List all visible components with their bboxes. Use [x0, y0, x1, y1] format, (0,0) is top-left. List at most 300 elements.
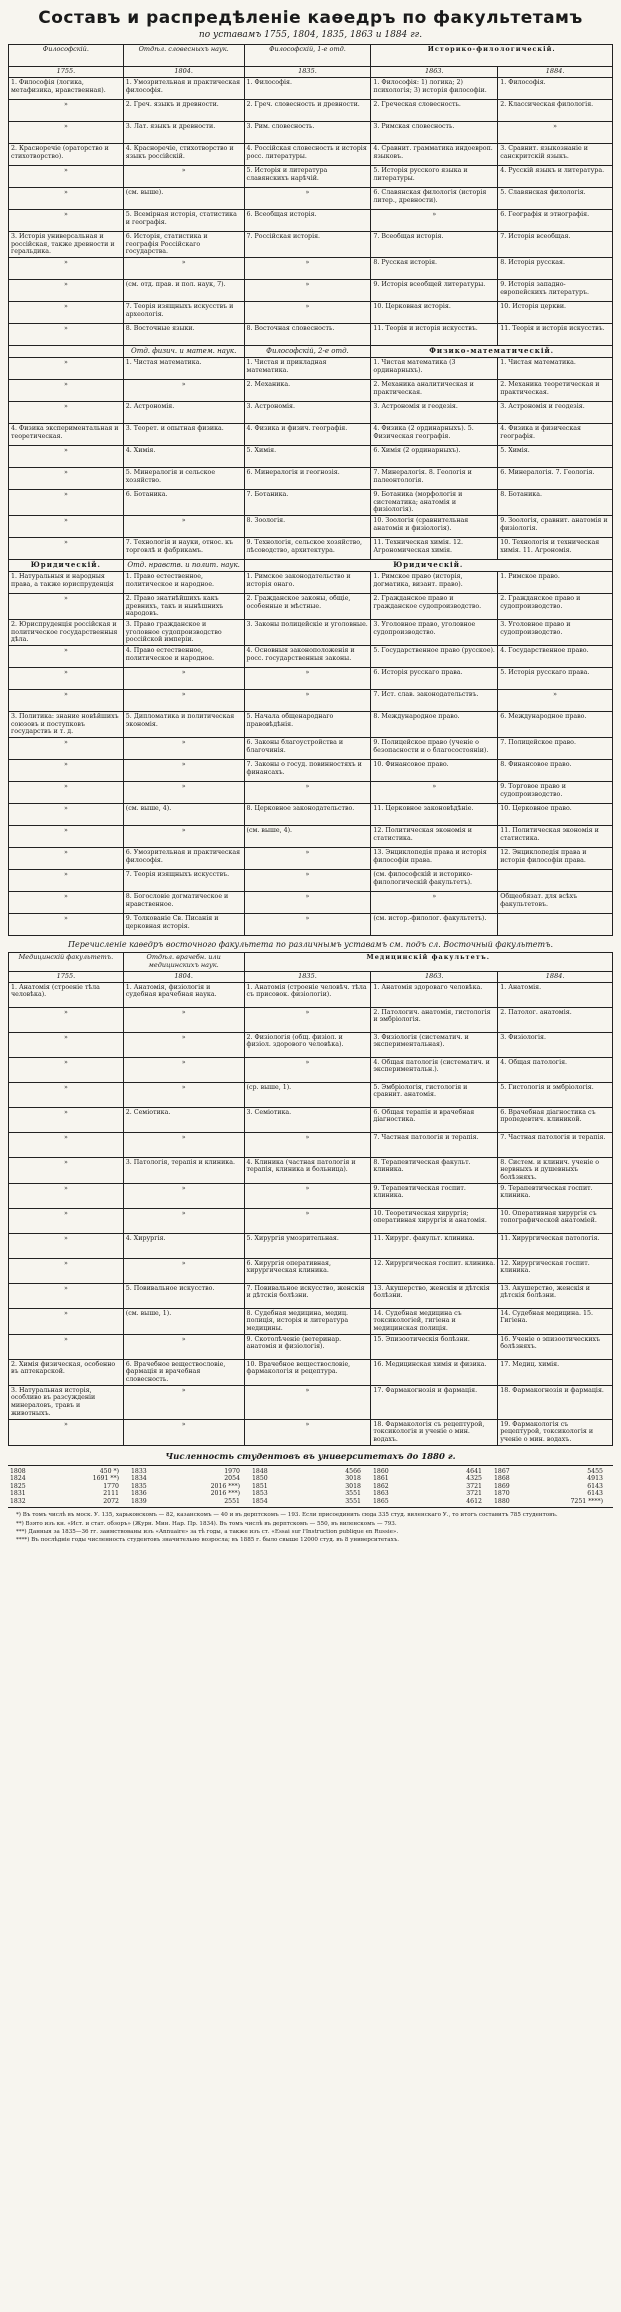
table2-header-row	[9, 953, 613, 972]
table-cell: »	[9, 593, 124, 619]
table-cell: 8. Судебная медицина, медиц. полиція, исторія и литература медицины.	[244, 1308, 371, 1334]
table-cell: »	[9, 467, 124, 489]
students-year: 1808	[10, 1467, 26, 1475]
table-cell: »	[244, 892, 371, 914]
table-cell: 1. Чистая математика.	[123, 357, 244, 379]
table-cell: »	[9, 537, 124, 559]
students-count: 2054	[224, 1475, 240, 1483]
table-cell: 3. Астрономія и геодезія.	[498, 401, 613, 423]
table-cell: 1. Анатомія, физіологія и судебная врачебная наука.	[123, 982, 244, 1007]
table-cell: 1. Анатомія здороваго человѣка.	[371, 982, 498, 1007]
table-cell: »	[123, 1258, 244, 1283]
table-row	[9, 782, 613, 804]
table-cell: (см. выше, 1).	[123, 1308, 244, 1334]
table-cell: 2. Патолог. анатомія.	[498, 1007, 613, 1032]
table-cell: 6. Всеобщая исторія.	[244, 209, 371, 231]
table-cell: »	[244, 782, 371, 804]
table-cell: »	[123, 515, 244, 537]
table-row	[9, 826, 613, 848]
table-row	[9, 301, 613, 323]
table-cell: »	[123, 1132, 244, 1157]
table-cell: 10. Оперативная хирургія съ топографической анатоміей.	[498, 1208, 613, 1233]
table-cell: »	[244, 689, 371, 711]
table-cell: 10. Церковное право.	[498, 804, 613, 826]
table-row	[9, 1334, 613, 1359]
table-cell: 3. Астрономія.	[244, 401, 371, 423]
table-cell: 9. Исторія западно-европейскихъ литературъ.	[498, 279, 613, 301]
students-year: 1868	[494, 1475, 510, 1483]
table-cell: 8. Зоологія.	[244, 515, 371, 537]
table-cell: »	[244, 187, 371, 209]
table-cell: 3. Натуральная исторія, особливо въ разсужденіи минераловъ, травъ и животныхъ.	[9, 1385, 124, 1419]
students-count: 4325	[466, 1475, 482, 1483]
sec2-left: Отд. физич. и матем. наук.	[123, 345, 244, 357]
students-year: 1848	[252, 1467, 268, 1475]
table-row	[9, 1258, 613, 1283]
table-row	[9, 1308, 613, 1334]
sec3-right: Юридическій.	[244, 559, 612, 571]
table-cell: »	[9, 738, 124, 760]
table-cell: 7. Исторія всеобщая.	[498, 231, 613, 257]
table-cell: 2. Физіологія (общ. физіол. и физіол. здорового человѣка).	[244, 1032, 371, 1057]
table-cell: 11. Теорія и исторія искусствъ.	[371, 323, 498, 345]
table-cell: 6. Общая терапія и врачебная діагностика.	[371, 1107, 498, 1132]
table-cell: »	[123, 165, 244, 187]
table-cell: 5. Хирургія умозрительная.	[244, 1233, 371, 1258]
table-row	[9, 667, 613, 689]
table-cell: »	[9, 1157, 124, 1183]
table-cell: 18. Фармакологія съ рецептурой, токсикологія и ученіе о мин. водахъ.	[371, 1419, 498, 1445]
table-cell: »	[9, 1183, 124, 1208]
students-count: 450 *)	[99, 1467, 119, 1475]
table-cell: 6. Хирургія оперативная, хирургическая клиника.	[244, 1258, 371, 1283]
table-cell: »	[123, 826, 244, 848]
table-cell: »	[9, 1308, 124, 1334]
table-cell: 2. Патологич. анатомія, гистологія и эмбріологія.	[371, 1007, 498, 1032]
table-row	[9, 423, 613, 445]
header-hist: Историко-филологическій.	[371, 45, 613, 67]
table-row	[9, 1032, 613, 1057]
page-subtitle: по уставамъ 1755, 1804, 1835, 1863 и 1884 гг.	[198, 30, 423, 40]
table-cell: 6. Исторія, статистика и географія Россійскаго государства.	[123, 231, 244, 257]
table-cell: 19. Фармакологія съ рецептурой, токсикологія и ученіе о мин. водахъ.	[498, 1419, 613, 1445]
header-faculty: Философскій.	[9, 45, 124, 67]
table-row	[9, 357, 613, 379]
table-cell: 3. Теорет. и опытная физика.	[123, 423, 244, 445]
table-cell: 8. Русская исторія.	[371, 257, 498, 279]
table-row	[9, 914, 613, 936]
table-cell: »	[9, 301, 124, 323]
students-year: 1850	[252, 1475, 268, 1483]
table-cell: 9. Торговое право и судопроизводство.	[498, 782, 613, 804]
students-count: 4913	[587, 1475, 603, 1483]
table-row	[9, 738, 613, 760]
table-row	[9, 379, 613, 401]
table-cell: »	[123, 760, 244, 782]
table-cell: 4. Физика (2 ординарныхъ). 5. Физическая географія.	[371, 423, 498, 445]
table-cell: 4. Сравнит. грамматика индоевроп. языковъ.	[371, 143, 498, 165]
table-cell: 2. Механика.	[244, 379, 371, 401]
table-cell: »	[123, 257, 244, 279]
table-cell: »	[9, 279, 124, 301]
table-cell: 8. Богословіе догматическое и нравственное.	[123, 892, 244, 914]
table-cell: »	[244, 1057, 371, 1082]
table-row	[9, 1007, 613, 1032]
footnote: *) Въ томъ числѣ въ моск. У. 135, харьковскомъ — 82, казанскомъ — 40 и въ дерптскомъ — 193. Если присоединить сюда 335 студ. виленскаго У., то итогъ составитъ 785 студентовъ.	[16, 1512, 558, 1519]
table-cell: »	[123, 1183, 244, 1208]
students-count: 3551	[345, 1490, 361, 1498]
table-cell: »	[9, 848, 124, 870]
table-cell: 6. Врачебная діагностика съ пропедевтич. клиникой.	[498, 1107, 613, 1132]
students-count: 3018	[345, 1475, 361, 1483]
table-cell: 6. Географія и этнографія.	[498, 209, 613, 231]
table-cell: 3. Законы полицейскіе и уголовные.	[244, 619, 371, 645]
table-cell: 4. Хирургія.	[123, 1233, 244, 1258]
table-cell: 7. Всеобщая исторія.	[371, 231, 498, 257]
table-cell: »	[123, 1419, 244, 1445]
table-row	[9, 1082, 613, 1107]
table-cell: 4. Русскій языкъ и литература.	[498, 165, 613, 187]
table-cell: 7. Частная патологія и терапія.	[498, 1132, 613, 1157]
year-1863: 1863.	[371, 67, 498, 78]
header2-verbal: Отдѣл. врачебн. или медицинскихъ наук.	[123, 953, 244, 972]
table-row	[9, 619, 613, 645]
table-cell: 13. Энциклопедія права и исторія философіи права.	[371, 848, 498, 870]
table-cell: (см. истор.-филолог. факультетъ).	[371, 914, 498, 936]
year-1804: 1804.	[123, 67, 244, 78]
table-cell: »	[9, 667, 124, 689]
footnote: ***) Данныя за 1835—36 гг. заимствованы изъ «Annuaire» за тѣ годы, а также изъ ст. «Essai sur l'Instruction publique en Russie».	[16, 1528, 399, 1535]
students-year: 1824	[10, 1475, 26, 1483]
table-cell: 3. Политика: знание новѣйшихъ союзовъ и поступковъ государствъ и т. д.	[9, 711, 124, 737]
table-cell: 4. Общая патологія.	[498, 1057, 613, 1082]
table-cell: 12. Энциклопедія права и исторія философіи права.	[498, 848, 613, 870]
students-row	[8, 1475, 613, 1483]
table-cell: 4. Государственное право.	[498, 645, 613, 667]
table-cell: »	[244, 914, 371, 936]
table-cell: 9. Зоологія, сравнит. анатомія и физіологія.	[498, 515, 613, 537]
table-cell: 1. Чистая и прикладная математика.	[244, 357, 371, 379]
table-cell: 10. Врачебное веществословіе, фармакологія и рецептура.	[244, 1359, 371, 1385]
table-cell: 17. Фармакогнозія и фармація.	[371, 1385, 498, 1419]
table-cell: »	[9, 1419, 124, 1445]
table-cell: »	[123, 738, 244, 760]
sec2-right: Физико-математическій.	[371, 345, 613, 357]
table-cell: 16. Медицинская химія и физика.	[371, 1359, 498, 1385]
table-row	[9, 645, 613, 667]
table-cell: »	[9, 1082, 124, 1107]
year-1884: 1884.	[498, 67, 613, 78]
students-count: 3551	[345, 1497, 361, 1505]
table-row	[9, 187, 613, 209]
page-title: Составъ и распредѣленіе каѳедръ по факультетамъ	[38, 8, 583, 28]
table-cell: 5. Дипломатика и политическая экономія.	[123, 711, 244, 737]
table-philosophy-law	[8, 44, 613, 936]
table-row	[9, 445, 613, 467]
table-cell: »	[9, 804, 124, 826]
table-row	[9, 804, 613, 826]
table-cell: 8. Международное право.	[371, 711, 498, 737]
table-cell: »	[244, 1419, 371, 1445]
section-header-law	[9, 559, 613, 571]
table-cell: 5. Повивальное искусство.	[123, 1283, 244, 1308]
table-row	[9, 231, 613, 257]
students-row	[8, 1468, 613, 1476]
table-cell: 1. Философія.	[244, 77, 371, 99]
table-cell: 3. Сравнит. языкознаніе и санскритскій языкъ.	[498, 143, 613, 165]
table-cell: 4. Физика и физическая географія.	[498, 423, 613, 445]
table-cell: 4. Физика экспериментальная и теоретическая.	[9, 423, 124, 445]
table-cell: 6. Исторія русскаго права.	[371, 667, 498, 689]
table-cell: 6. Умозрительная и практическая философія.	[123, 848, 244, 870]
table-row	[9, 121, 613, 143]
students-year: 1851	[252, 1482, 268, 1490]
table-cell: 9. Технологія, сельское хозяйство, лѣсоводство, архитектура.	[244, 537, 371, 559]
header-verbal: Отдѣл. словесныхъ наук.	[123, 45, 244, 67]
table-cell: 11. Теорія и исторія искусствъ.	[498, 323, 613, 345]
header-phil1: Философскій, 1-е отд.	[244, 45, 371, 67]
table-cell: 7. Теорія изящныхъ искусствъ.	[123, 870, 244, 892]
table-cell: (см. выше, 4).	[123, 804, 244, 826]
table-cell: 10. Финансовое право.	[371, 760, 498, 782]
students-year: 1860	[373, 1467, 389, 1475]
table-cell: (см. выше).	[123, 187, 244, 209]
table-cell: 6. Врачебное веществословіе, фармація и врачебная словесность.	[123, 1359, 244, 1385]
sec2-mid: Философскій, 2-е отд.	[244, 345, 371, 357]
table-cell: 6. Ботаника.	[123, 489, 244, 515]
table-cell: 3. Лат. языкъ и древности.	[123, 121, 244, 143]
divider	[8, 1507, 613, 1508]
table-cell: 9. Скотолѣченіе (ветеринар. анатомія и физіологія).	[244, 1334, 371, 1359]
table-cell: 1. Римское право.	[498, 571, 613, 593]
table-cell: 2. Классическая филологія.	[498, 99, 613, 121]
footnote: ****) Въ послѣдніе годы численность студентовъ значительно возросла; въ 1885 г. было свыше 12000 студ. въ 8 университетахъ.	[16, 1537, 400, 1544]
table-cell: »	[9, 1107, 124, 1132]
year-1835: 1835.	[244, 67, 371, 78]
table-cell: 18. Фармакогнозія и фармація.	[498, 1385, 613, 1419]
year-1755: 1755.	[9, 67, 124, 78]
table-row	[9, 323, 613, 345]
table-cell: »	[123, 1032, 244, 1057]
students-count: 4566	[345, 1467, 361, 1475]
table-cell: 1. Анатомія (строеніе тѣла человѣка).	[9, 982, 124, 1007]
table-cell: 7. Теорія изящныхъ искусствъ и археологія.	[123, 301, 244, 323]
table-cell: »	[9, 209, 124, 231]
table-cell: »	[244, 1183, 371, 1208]
students-year: 1863	[373, 1490, 389, 1498]
table-cell: »	[9, 914, 124, 936]
table-cell: 4. Физика и физич. географія.	[244, 423, 371, 445]
table-cell: »	[371, 892, 498, 914]
table-cell: 2. Красноречіе (ораторство и стихотворство).	[9, 143, 124, 165]
table-cell: 9. Толкованіе Св. Писанія и церковная исторія.	[123, 914, 244, 936]
students-year: 1831	[10, 1490, 26, 1498]
table-row	[9, 1183, 613, 1208]
table-cell: »	[9, 257, 124, 279]
students-row	[8, 1490, 613, 1498]
table-cell: 8. Систем. и клинич. ученіе о нервныхъ и душевныхъ болѣзняхъ.	[498, 1157, 613, 1183]
table-cell: »	[9, 165, 124, 187]
table-cell: (см. философскій и историко-филологическій факультетъ).	[371, 870, 498, 892]
table-cell: 11. Хирургическая патологія.	[498, 1233, 613, 1258]
table-cell: 1. Римское право (исторія, догматика, визант. право).	[371, 571, 498, 593]
table-row	[9, 489, 613, 515]
table-row	[9, 982, 613, 1007]
students-count: 4612	[466, 1497, 482, 1505]
students-year: 1870	[494, 1490, 510, 1498]
table-cell: 2. Семіотика.	[123, 1107, 244, 1132]
table-cell: 15. Эпизоотическія болѣзни.	[371, 1334, 498, 1359]
table-cell: 8. Восточные языки.	[123, 323, 244, 345]
table-cell: 9. Полицейское право (ученіе о безопасности и о благосостояніи).	[371, 738, 498, 760]
students-year: 1854	[252, 1497, 268, 1505]
table-cell: 2. Греч. словесность и древности.	[244, 99, 371, 121]
table-cell: 5. Минералогія и сельское хозяйство.	[123, 467, 244, 489]
students-count: 3721	[466, 1490, 482, 1498]
table-cell: »	[123, 1007, 244, 1032]
table-cell: »	[244, 279, 371, 301]
table-cell: »	[9, 515, 124, 537]
table-cell: »	[9, 892, 124, 914]
year2-1863: 1863.	[371, 971, 498, 982]
table-cell: »	[9, 1334, 124, 1359]
table-cell: 3. Рим. словесность.	[244, 121, 371, 143]
table-cell: (см. выше, 4).	[244, 826, 371, 848]
table-cell: »	[244, 1132, 371, 1157]
table-cell: »	[244, 1007, 371, 1032]
table-cell: 1. Чистая математика.	[498, 357, 613, 379]
table-cell: 4. Химія.	[123, 445, 244, 467]
table-cell: 3. Физіологія (систематич. и экспериментальная).	[371, 1032, 498, 1057]
table-cell: 2. Гражданское право и гражданское судопроизводство.	[371, 593, 498, 619]
table-cell: »	[244, 257, 371, 279]
table-cell: 4. Клиника (частная патологія и терапія, клиника и больница).	[244, 1157, 371, 1183]
table-row	[9, 99, 613, 121]
table-cell: 3. Римская словесность.	[371, 121, 498, 143]
sec3-mid: Отд. нравств. и полит. наук.	[123, 559, 244, 571]
table-row	[9, 892, 613, 914]
table-cell: 1. Натуральныя и народныя права, а также юриспруденція	[9, 571, 124, 593]
table-cell: 9. Терапевтическая госпит. клиника.	[371, 1183, 498, 1208]
students-year: 1825	[10, 1482, 26, 1490]
table-cell: »	[9, 1132, 124, 1157]
table-cell: 12. Хирургическая госпит. клиника.	[498, 1258, 613, 1283]
table-cell: Общеобязат. для всѣхъ факультетовъ.	[498, 892, 613, 914]
table-cell: 2. Гражданское право и судопроизводство.	[498, 593, 613, 619]
table-cell: 14. Судебная медицина съ токсикологіей, гигіена и медицинская полиція.	[371, 1308, 498, 1334]
year2-1804: 1804.	[123, 971, 244, 982]
table-cell: 8. Терапевтическая факульт. клиника.	[371, 1157, 498, 1183]
students-count: 1970	[224, 1467, 240, 1475]
year2-1884: 1884.	[498, 971, 613, 982]
students-row	[8, 1483, 613, 1491]
table-row	[9, 467, 613, 489]
table-cell: »	[9, 323, 124, 345]
table-cell: »	[498, 689, 613, 711]
students-count: 3721	[466, 1482, 482, 1490]
table-cell: 5. Начала общенароднаго правовѣдѣнія.	[244, 711, 371, 737]
table-cell: 6. Международное право.	[498, 711, 613, 737]
table-cell: 16. Ученіе о эпизоотическихъ болѣзняхъ.	[498, 1334, 613, 1359]
students-count: 1770	[103, 1482, 119, 1490]
table-cell: 7. Повивальное искусство, женскія и дѣтскія болѣзни.	[244, 1283, 371, 1308]
table-cell: 4. Общая патологія (систематич. и экспериментальн.).	[371, 1057, 498, 1082]
table-cell: 5. Гистологія и эмбріологія.	[498, 1082, 613, 1107]
table-cell: »	[9, 445, 124, 467]
students-count: 6143	[587, 1482, 603, 1490]
table-cell: 1. Римское законодательство и исторія онаго.	[244, 571, 371, 593]
table-cell: 7. Ист. слав. законодательствъ.	[371, 689, 498, 711]
table-cell: »	[244, 848, 371, 870]
students-year: 1862	[373, 1482, 389, 1490]
table-cell: »	[371, 209, 498, 231]
students-row	[8, 1498, 613, 1506]
students-year: 1839	[131, 1497, 147, 1505]
table-cell: 17. Медиц. химія.	[498, 1359, 613, 1385]
table-medicine	[8, 952, 613, 1446]
table-cell: 2. Гражданское законы, общіе, особенные и мѣстные.	[244, 593, 371, 619]
table-row	[9, 537, 613, 559]
table-cell: »	[123, 667, 244, 689]
oriental-faculty-note: Перечисленіе каѳедръ восточного факультета по различнымъ уставамъ см. подъ сл. Восточный факультетъ.	[68, 940, 553, 949]
table-cell: 6. Минералогія. 7. Геологія.	[498, 467, 613, 489]
students-count: 4641	[466, 1467, 482, 1475]
divider	[8, 1465, 613, 1466]
table-cell: 10. Исторія церкви.	[498, 301, 613, 323]
table-row	[9, 401, 613, 423]
table-cell: 1. Чистая математика (3 ординарныхъ).	[371, 357, 498, 379]
table-cell: 8. Исторія русская.	[498, 257, 613, 279]
table-cell: 7. Законы о госуд. повинностяхъ и финансахъ.	[244, 760, 371, 782]
table-cell: 10. Теоретическая хирургія; оперативная хирургія и анатомія.	[371, 1208, 498, 1233]
table-cell: 11. Хирург. факульт. клиника.	[371, 1233, 498, 1258]
table-cell: 11. Политическая экономія и статистика.	[498, 826, 613, 848]
table-cell: »	[123, 1057, 244, 1082]
table-cell: »	[244, 870, 371, 892]
table-cell: 5. Химія.	[244, 445, 371, 467]
table-cell: 3. Физіологія.	[498, 1032, 613, 1057]
table-cell: »	[498, 121, 613, 143]
table-cell: 9. Терапевтическая госпит. клиника.	[498, 1183, 613, 1208]
table-row	[9, 1208, 613, 1233]
table-cell: 13. Акушерство, женскія и дѣтскія болѣзни.	[371, 1283, 498, 1308]
sec2-blank	[9, 345, 124, 357]
table-cell: 5. Исторія русскаго права.	[498, 667, 613, 689]
table-cell: »	[123, 782, 244, 804]
table-cell: 3. Астрономія и геодезія.	[371, 401, 498, 423]
table-row	[9, 515, 613, 537]
table-row	[9, 1132, 613, 1157]
table-cell: »	[9, 782, 124, 804]
table-row	[9, 848, 613, 870]
table-cell: 5. Исторія и литература славянскихъ нарѣчій.	[244, 165, 371, 187]
students-year: 1836	[131, 1490, 147, 1498]
table-cell: 2. Юриспруденція россійская и политическое государственныя дѣла.	[9, 619, 124, 645]
table-cell: (ср. выше, 1).	[244, 1082, 371, 1107]
table-cell: »	[9, 760, 124, 782]
students-year: 1834	[131, 1475, 147, 1483]
students-count: 2111	[103, 1490, 119, 1498]
table-row	[9, 165, 613, 187]
table-row	[9, 571, 613, 593]
table-row	[9, 711, 613, 737]
table-row	[9, 760, 613, 782]
table-row	[9, 1385, 613, 1419]
table-cell: »	[9, 1233, 124, 1258]
table-cell: 5. Славянская филологія.	[498, 187, 613, 209]
students-count: 2016 ***)	[210, 1490, 240, 1498]
table-cell: 1. Умозрительная и практическая философія.	[123, 77, 244, 99]
